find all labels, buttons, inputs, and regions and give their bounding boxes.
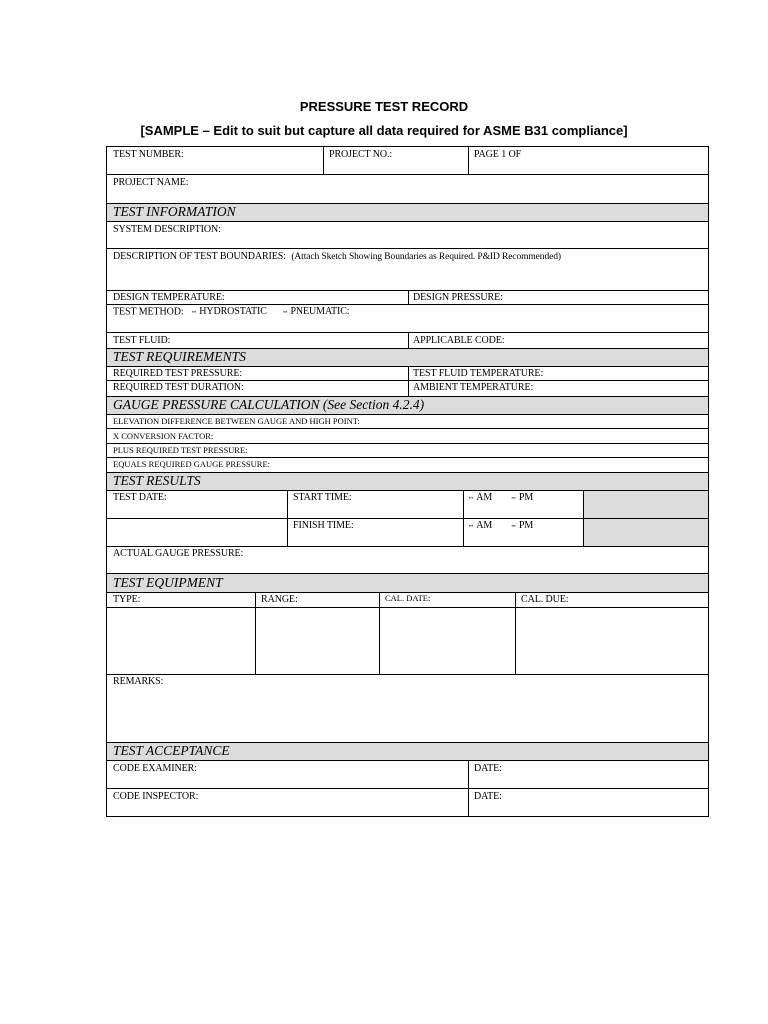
elevation-difference-field[interactable]: ELEVATION DIFFERENCE BETWEEN GAUGE AND HIGH POINT: (113, 416, 360, 426)
rule (107, 248, 708, 249)
checkbox-bullet-icon: ▪▪▪ (469, 495, 474, 500)
results-shaded-cell-1 (583, 490, 708, 518)
checkbox-bullet-icon: ▪▪▪ (469, 523, 474, 528)
start-time-ampm (469, 492, 533, 504)
pm-label: PM (518, 492, 534, 504)
hydrostatic-option[interactable] (192, 306, 269, 317)
test-date-field[interactable]: TEST DATE: (113, 492, 167, 503)
rule (107, 457, 708, 458)
rule (408, 290, 409, 304)
rule (107, 490, 708, 491)
start-am-option[interactable] (469, 492, 492, 503)
design-temperature-field[interactable]: DESIGN TEMPERATURE: (113, 292, 225, 303)
plus-required-test-pressure-field[interactable]: PLUS REQUIRED TEST PRESSURE: (113, 445, 248, 455)
required-test-pressure-field[interactable]: REQUIRED TEST PRESSURE: (113, 368, 243, 379)
checkbox-bullet-icon: ▪▪▪ (191, 309, 197, 314)
rule (107, 428, 708, 429)
test-number-field[interactable]: TEST NUMBER: (113, 149, 184, 160)
rule (107, 573, 708, 574)
equipment-range-header: RANGE: (261, 594, 298, 605)
page-number-field[interactable]: PAGE 1 OF (474, 149, 522, 160)
section-heading-test-information: TEST INFORMATION (113, 204, 236, 219)
finish-am-option[interactable] (469, 520, 492, 531)
rule (323, 147, 324, 174)
section-heading-test-requirements: TEST REQUIREMENTS (113, 349, 246, 364)
equipment-cal-date-header: CAL. DATE: (385, 593, 431, 603)
finish-time-ampm (469, 520, 533, 532)
section-heading-gauge-calculation: GAUGE PRESSURE CALCULATION (See Section 4.2.4) (113, 397, 425, 412)
rule (107, 788, 708, 789)
pneumatic-label: PNEUMATIC: (290, 306, 350, 318)
project-name-field[interactable]: PROJECT NAME: (113, 177, 189, 188)
actual-gauge-pressure-field[interactable]: ACTUAL GAUGE PRESSURE: (113, 548, 244, 559)
rule (583, 490, 584, 546)
section-heading-test-equipment: TEST EQUIPMENT (113, 575, 223, 590)
required-test-duration-field[interactable]: REQUIRED TEST DURATION: (113, 382, 244, 393)
test-method-row (113, 306, 349, 318)
pm-label: PM (518, 520, 534, 532)
rule (408, 366, 409, 396)
equipment-cal-due-cell[interactable] (516, 608, 708, 674)
test-boundaries-field[interactable] (113, 251, 561, 263)
test-fluid-field[interactable]: TEST FLUID: (113, 335, 171, 346)
rule (408, 332, 409, 348)
equipment-range-cell[interactable] (256, 608, 379, 674)
section-heading-test-results: TEST RESULTS (113, 473, 201, 488)
test-method-label: TEST METHOD: (113, 306, 184, 318)
test-boundaries-label: DESCRIPTION OF TEST BOUNDARIES: (113, 251, 286, 262)
results-shaded-cell-2 (583, 518, 708, 546)
finish-pm-option[interactable] (512, 520, 534, 531)
rule (107, 546, 708, 547)
checkbox-bullet-icon: ▪▪▪ (511, 523, 516, 528)
start-pm-option[interactable] (512, 492, 534, 503)
equipment-type-cell[interactable] (107, 608, 255, 674)
rule (107, 221, 708, 222)
page-title: PRESSURE TEST RECORD (299, 99, 469, 114)
finish-time-field[interactable]: FINISH TIME: (293, 520, 354, 531)
project-no-field[interactable]: PROJECT NO.: (329, 149, 393, 160)
am-label: AM (476, 520, 493, 532)
rule (107, 174, 708, 175)
code-examiner-field[interactable]: CODE EXAMINER: (113, 763, 197, 774)
equipment-cal-due-header: CAL. DUE: (521, 594, 569, 605)
start-time-field[interactable]: START TIME: (293, 492, 352, 503)
rule (287, 490, 288, 546)
rule (468, 760, 469, 816)
pneumatic-option[interactable] (283, 306, 349, 317)
rule (107, 760, 708, 761)
pressure-test-form (106, 146, 709, 817)
test-fluid-temperature-field[interactable]: TEST FLUID TEMPERATURE: (413, 368, 544, 379)
system-description-field[interactable]: SYSTEM DESCRIPTION: (113, 224, 221, 235)
rule (107, 414, 708, 415)
rule (107, 443, 708, 444)
rule (468, 147, 469, 174)
equipment-type-header: TYPE: (113, 594, 141, 605)
rule (107, 518, 708, 519)
ambient-temperature-field[interactable]: AMBIENT TEMPERATURE: (413, 382, 534, 393)
rule (463, 490, 464, 546)
conversion-factor-field[interactable]: X CONVERSION FACTOR: (113, 431, 214, 441)
page-subtitle: [SAMPLE – Edit to suit but capture all data required for ASME B31 compliance] (140, 123, 628, 138)
applicable-code-field[interactable]: APPLICABLE CODE: (413, 335, 505, 346)
checkbox-bullet-icon: ▪▪▪ (511, 495, 516, 500)
am-label: AM (476, 492, 493, 504)
design-pressure-field[interactable]: DESIGN PRESSURE: (413, 292, 503, 303)
equipment-cal-date-cell[interactable] (380, 608, 515, 674)
equals-required-gauge-pressure-field[interactable]: EQUALS REQUIRED GAUGE PRESSURE: (113, 459, 271, 469)
remarks-field[interactable]: REMARKS: (113, 676, 164, 687)
inspector-date-field[interactable]: DATE: (474, 791, 502, 802)
section-heading-test-acceptance: TEST ACCEPTANCE (113, 743, 230, 758)
hydrostatic-label: HYDROSTATIC (199, 306, 267, 318)
rule (107, 304, 708, 305)
checkbox-bullet-icon: ▪▪▪ (283, 309, 288, 314)
test-boundaries-note: (Attach Sketch Showing Boundaries as Required. P&ID Recommended) (291, 252, 561, 262)
code-inspector-field[interactable]: CODE INSPECTOR: (113, 791, 199, 802)
rule (107, 674, 708, 675)
examiner-date-field[interactable]: DATE: (474, 763, 502, 774)
